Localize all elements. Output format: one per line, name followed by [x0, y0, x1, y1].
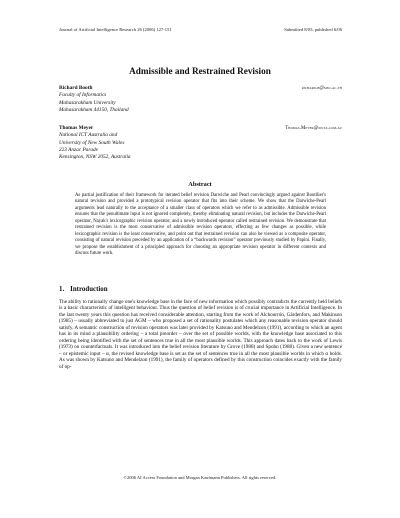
author-block-1 [59, 85, 342, 114]
author-name: Thomas Meyer [59, 125, 94, 131]
affiliation-line: Faculty of Informatics [59, 92, 107, 99]
section-title: Introduction [70, 286, 108, 293]
author-email[interactable]: richard.b@msu.ac.th [301, 86, 342, 91]
affiliation-line: Mahasarakham University [59, 99, 116, 106]
copyright-footer: ©2006 AI Access Foundation and Morgan Kaufmann Publishers. All rights reserved. [123, 475, 277, 480]
affiliation-line: National ICT Australia and [59, 132, 118, 139]
affiliation-line: Mahasarakham 44150, Thailand [59, 106, 129, 113]
author-block-2 [59, 125, 342, 161]
abstract-text: As partial justification of their framework for iterated belief revision Darwiche and Pearl convincingly argued against Boutilier's natural revision and provided a prototypical revision operator that fits into their scheme. We show that the Darwiche-Pearl arguments lead naturally to the acceptance of a smaller class of operators which we refer to as admissible. Admissible revision ensures that the penultimate input is not ignored completely, thereby eliminating natural revision, but includes the Darwiche-Pearl operator, Nayak's lexicographic revision operator, and a newly introduced operator called restrained revision. We demonstrate that restrained revision is the most conservative of admissible revision operators, effecting as few changes as possible, while lexicographic revision is the least conservative, and point out that restrained revision can also be viewed as a composite operator, consisting of natural revision preceded by an application of a “backwards revision” operator previously studied by Papini. Finally, we propose the establishment of a principled approach for choosing an appropriate revision operator in different contexts and discuss future work. [75, 193, 326, 257]
author-name: Richard Booth [59, 85, 93, 91]
affiliation-line: University of New South Wales [59, 139, 125, 146]
section-heading [59, 286, 108, 293]
introduction-text: The ability to rationally change one's knowledge base in the face of new information which possibly contradicts the currently held beliefs is a basic characteristic of intelligent behaviour. Thus the question of belief revision is of crucial importance in Artificial Intelligence. In the last twenty years this question has received considerable attention, starting from the work of Alchourrón, Gärdenfors, and Makinson (1985) – usually abbreviated to just AGM – who proposed a set of rationality postulates which any reasonable revision operator should satisfy. A semantic construction of revision operators was later provided by Katsuno and Mendelzon (1991), according to which an agent has in its mind a plausibility ordering – a total preorder – over the set of possible worlds, with the knowledge base associated to this ordering being identified with the set of sentences true in all the most plausible worlds. This approach dates back to the work of Lewis (1973) on counterfactuals. It was introduced into the belief revision literature by Grove (1988) and Spohn (1988). Given a new sentence – or epistemic input – α, the revised knowledge base is set as the set of sentences true in all the most plausible worlds in which α holds. As was shown by Katsuno and Mendelzon (1991), the family of operators defined by this construction coincides exactly with the family of op- [59, 299, 342, 370]
abstract-heading: Abstract [188, 181, 212, 188]
section-number: 1. [59, 286, 65, 293]
author-email[interactable]: Thomas.Meyer@nicta.com.au [285, 126, 342, 131]
journal-citation: Journal of Artificial Intelligence Research 26 (2006) 127-151 [59, 27, 172, 32]
affiliation-line: 223 Anzac Parade [59, 146, 99, 153]
paper-title: Admissible and Restrained Revision [129, 66, 271, 76]
affiliation-line: Kensington, NSW 2052, Australia [59, 154, 131, 161]
running-header [59, 27, 342, 32]
submission-dates: Submitted 8/05; published 6/06 [284, 27, 342, 32]
